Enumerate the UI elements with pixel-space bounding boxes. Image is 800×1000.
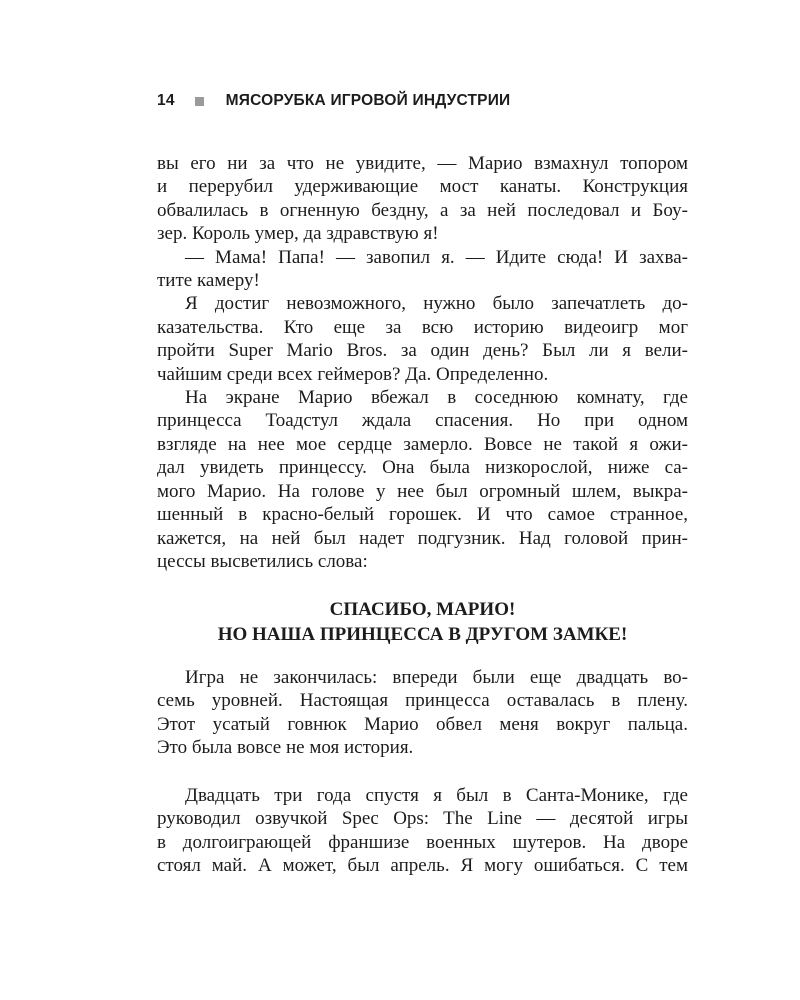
text-line: Этот усатый говнюк Марио обвел меня вокруг пальца. bbox=[157, 713, 688, 735]
text-line: стоял май. А может, был апрель. Я могу ошибаться. С тем bbox=[157, 855, 688, 877]
text-line: взгляде на нее мое сердце замерло. Вовсе не такой я ожи- bbox=[157, 433, 688, 455]
game-message-heading bbox=[157, 597, 688, 647]
heading-line-2: НО НАША ПРИНЦЕССА В ДРУГОМ ЗАМКЕ! bbox=[217, 624, 628, 645]
text-line: в долгоиграющей франшизе военных шутеров. На дворе bbox=[157, 831, 688, 853]
text-line: дал увидеть принцессу. Она была низкорослой, ниже са- bbox=[157, 457, 688, 479]
text-line: руководил озвучкой Spec Ops: The Line — десятой игры bbox=[157, 808, 688, 830]
text-line: чайшим среди всех геймеров? Да. Определенно. bbox=[157, 363, 549, 385]
text-line: и перерубил удерживающие мост канаты. Конструкция bbox=[157, 176, 688, 198]
text-line: мого Марио. На голове у нее был огромный шлем, выкра- bbox=[157, 480, 688, 502]
text-block-2 bbox=[157, 666, 688, 760]
text-line: цессы высветились слова: bbox=[157, 550, 368, 572]
text-line: зер. Король умер, да здравствую я! bbox=[157, 223, 439, 245]
text-line: Я достиг невозможного, нужно было запечатлеть до- bbox=[185, 293, 688, 315]
page-number: 14 bbox=[157, 92, 175, 109]
header-square-icon bbox=[195, 97, 204, 106]
book-title: МЯСОРУБКА ИГРОВОЙ ИНДУСТРИИ bbox=[225, 92, 511, 109]
text-line: принцесса Тоадстул ждала спасения. Но при одном bbox=[157, 410, 688, 432]
text-line: Игра не закончилась: впереди были еще двадцать во- bbox=[185, 667, 688, 688]
text-line: Двадцать три года спустя я был в Санта-Монике, где bbox=[185, 785, 688, 806]
text-line: Это была вовсе не моя история. bbox=[157, 737, 414, 759]
heading-line-1: СПАСИБО, МАРИО! bbox=[329, 599, 516, 620]
text-line: казательства. Кто еще за всю историю видеоигр мог bbox=[157, 316, 688, 338]
text-line: вы его ни за что не увидите, — Марио взмахнул топором bbox=[157, 153, 688, 174]
running-header bbox=[157, 90, 510, 112]
text-block-3 bbox=[157, 784, 688, 878]
text-line: тите камеру! bbox=[157, 270, 260, 292]
text-line: обвалилась в огненную бездну, а за ней последовал и Боу- bbox=[157, 199, 688, 221]
text-line: На экране Марио вбежал в соседнюю комнату, где bbox=[185, 387, 688, 409]
text-line: шенный в красно-белый горошек. И что самое странное, bbox=[157, 504, 688, 526]
text-line: — Мама! Папа! — завопил я. — Идите сюда! И захва- bbox=[185, 246, 688, 268]
text-line: семь уровней. Настоящая принцесса оставалась в плену. bbox=[157, 690, 688, 712]
text-line: кажется, на ней был надет подгузник. Над головой прин- bbox=[157, 527, 688, 549]
text-block-1 bbox=[157, 152, 688, 573]
text-line: пройти Super Mario Bros. за один день? Был ли я вели- bbox=[157, 340, 688, 362]
